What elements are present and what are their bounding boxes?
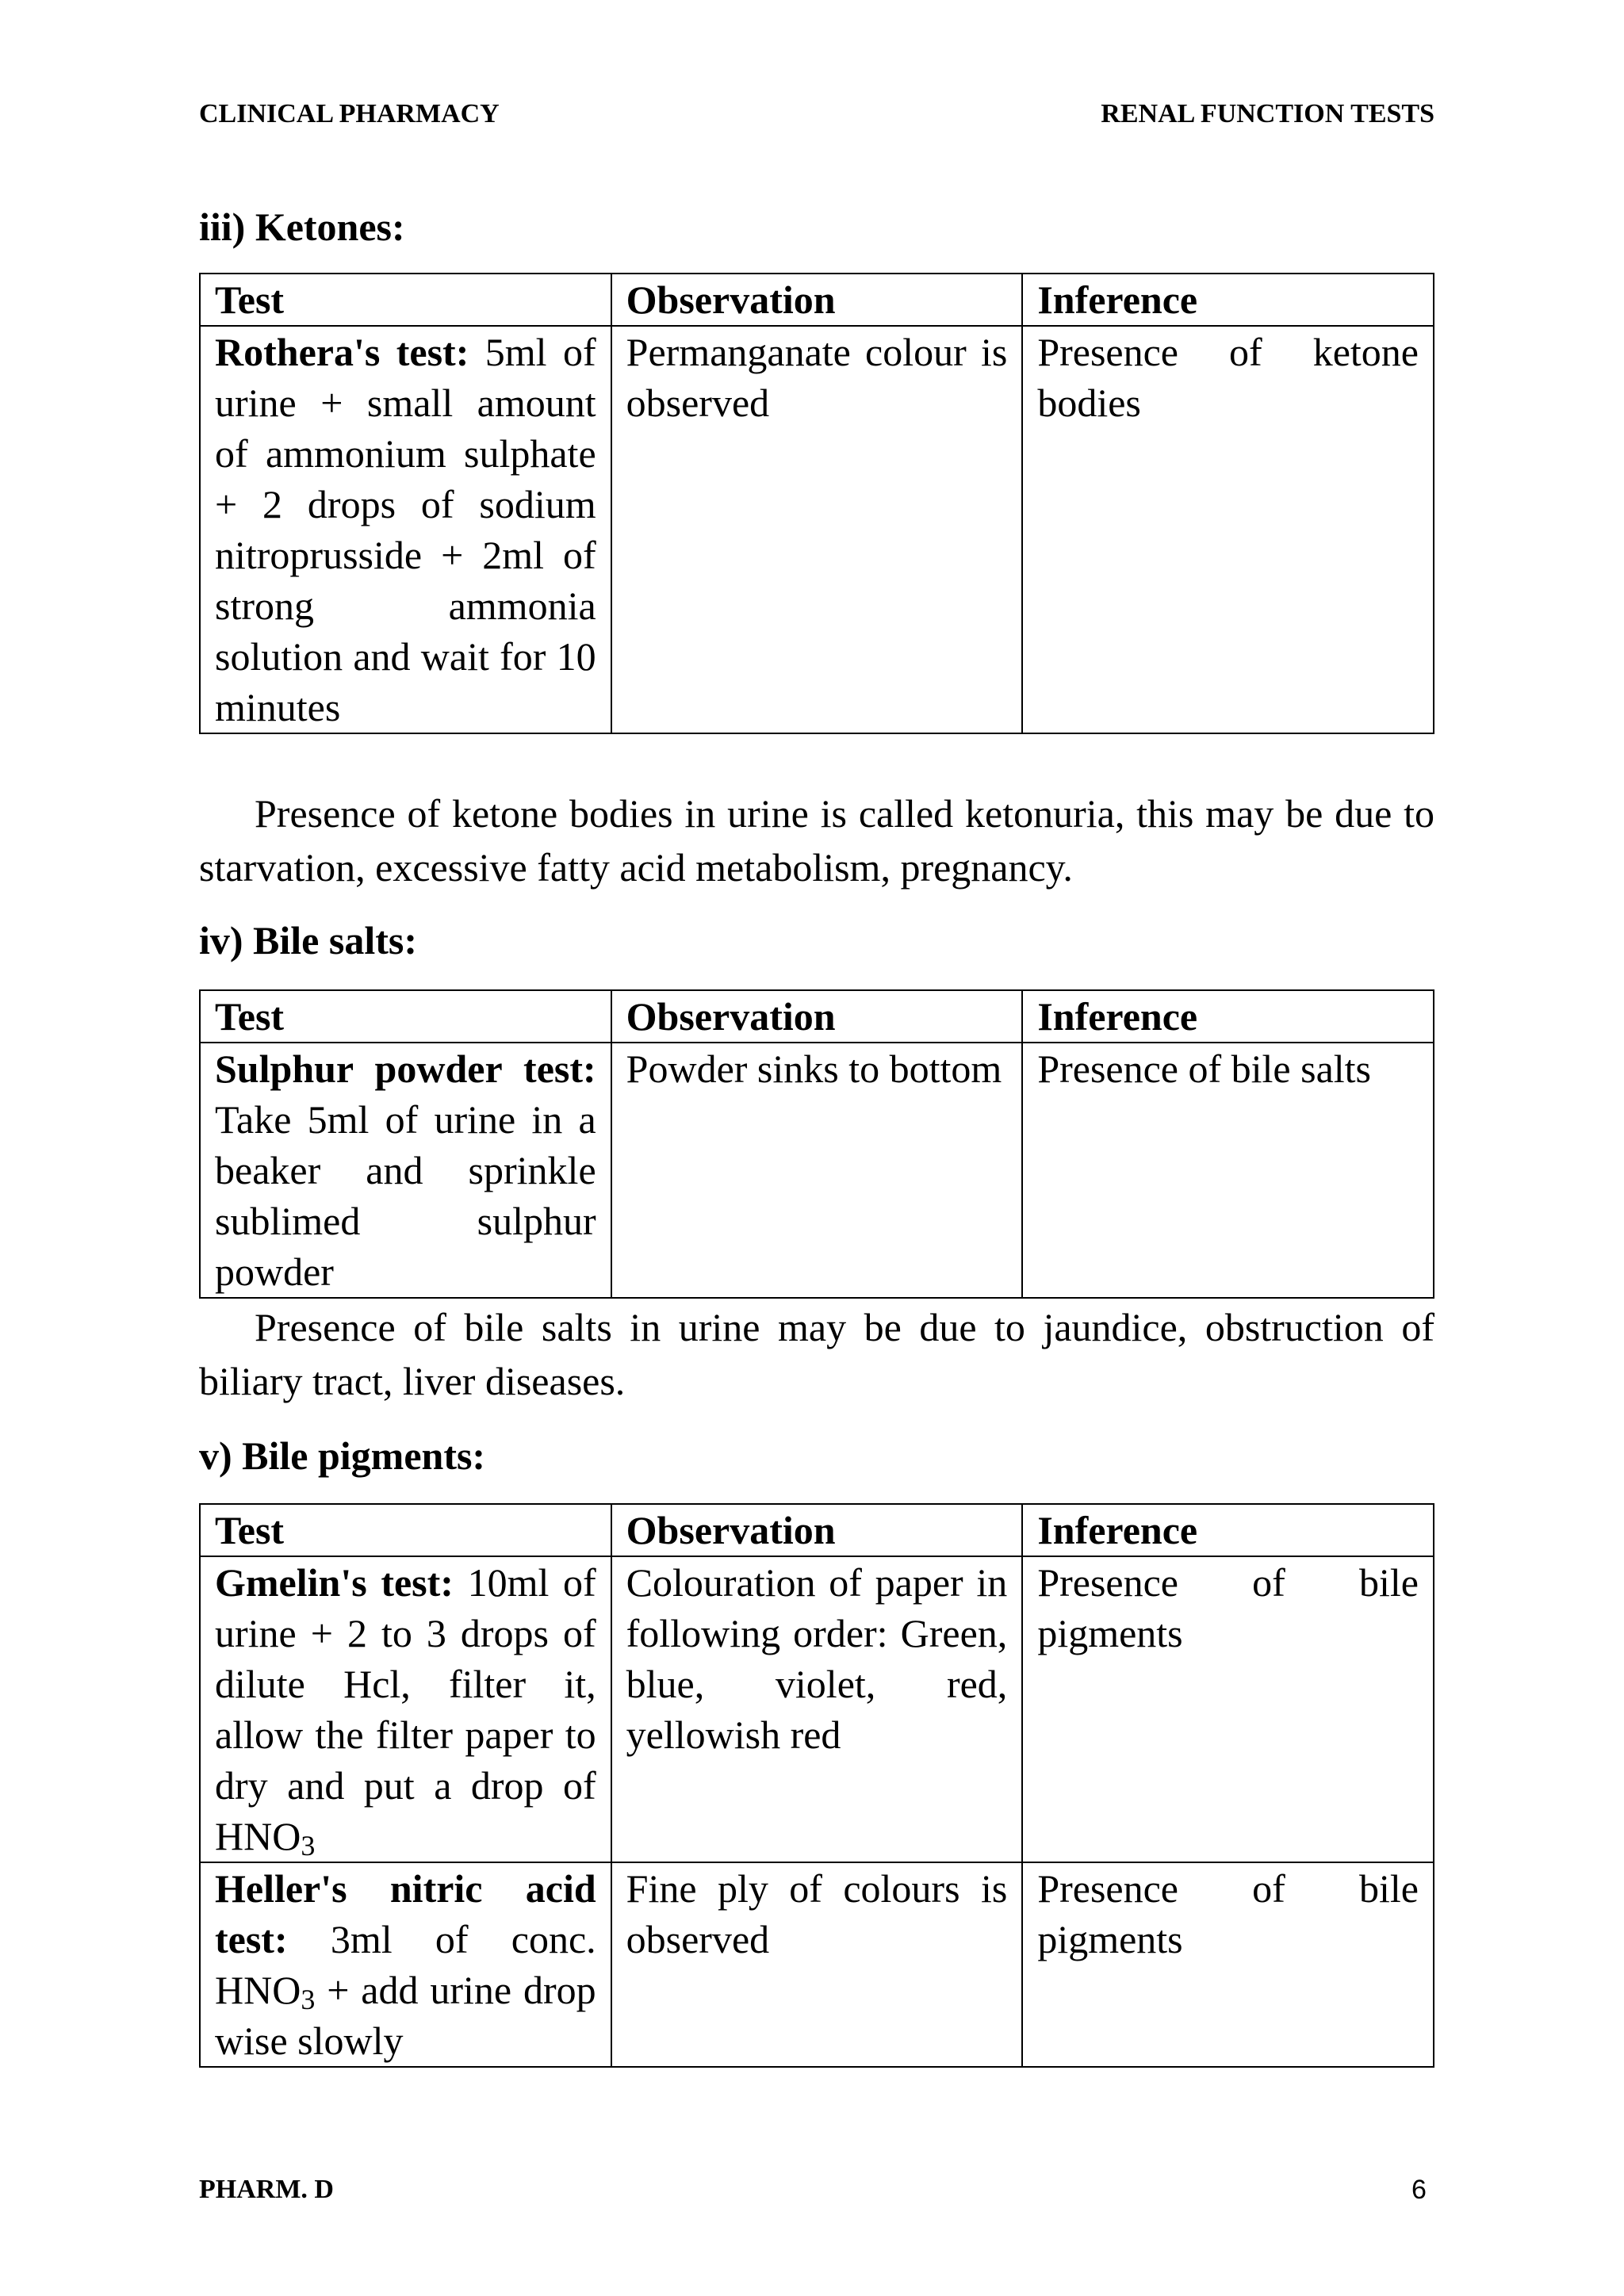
test-cell	[200, 1862, 611, 2067]
subscript: 3	[301, 1830, 316, 1862]
inference-cell: Presence of bile pigments	[1022, 1862, 1434, 2067]
observation-cell: Powder sinks to bottom	[611, 1043, 1023, 1298]
header-observation: Observation	[611, 1504, 1023, 1556]
bile-pigments-table	[199, 1503, 1434, 2068]
test-description-cont: + add urine drop wise slowly	[215, 1968, 596, 2063]
section-heading-bile-pigments: v) Bile pigments:	[199, 1433, 486, 1478]
test-description: 10ml of urine + 2 to 3 drops of dilute Hcl, filter it, allow the filter paper to dry and put a drop of HNO	[215, 1560, 596, 1858]
table-header-row	[200, 274, 1434, 326]
table-header-row	[200, 990, 1434, 1043]
test-cell	[200, 326, 611, 733]
test-description: Take 5ml of urine in a beaker and sprinkle sublimed sulphur powder	[215, 1097, 596, 1294]
inference-cell: Presence of bile salts	[1022, 1043, 1434, 1298]
inference-cell: Presence of bile pigments	[1022, 1556, 1434, 1862]
table-row	[200, 326, 1434, 733]
test-description: 3ml of conc. HNO	[215, 1917, 596, 2012]
header-observation: Observation	[611, 274, 1023, 326]
test-name: Gmelin's test:	[215, 1560, 454, 1605]
table-row	[200, 1862, 1434, 2067]
bile-salts-table	[199, 989, 1434, 1299]
test-description: 5ml of urine + small amount of ammonium sulphate + 2 drops of sodium nitroprusside + 2ml of strong ammonia solution and wait for 10 minutes	[215, 330, 596, 729]
bile-salts-note: Presence of bile salts in urine may be due to jaundice, obstruction of biliary tract, liver diseases.	[199, 1305, 1434, 1403]
ketones-table	[199, 273, 1434, 734]
ketones-note: Presence of ketone bodies in urine is called ketonuria, this may be due to starvation, excessive fatty acid metabolism, pregnancy.	[199, 791, 1434, 890]
inference-cell: Presence of ketone bodies	[1022, 326, 1434, 733]
observation-cell: Permanganate colour is observed	[611, 326, 1023, 733]
header-inference: Inference	[1022, 990, 1434, 1043]
page-number: 6	[1411, 2175, 1427, 2205]
test-name: Rothera's test:	[215, 330, 469, 374]
section-heading-bile-salts: iv) Bile salts:	[199, 918, 417, 962]
footer-left: PHARM. D	[199, 2175, 334, 2204]
observation-cell: Fine ply of colours is observed	[611, 1862, 1023, 2067]
table-header-row	[200, 1504, 1434, 1556]
header-test: Test	[200, 274, 611, 326]
section-heading-ketones: iii) Ketones:	[199, 205, 405, 249]
header-inference: Inference	[1022, 1504, 1434, 1556]
subscript: 3	[301, 1984, 316, 2016]
test-name: Heller's nitric acid test:	[215, 1866, 596, 1961]
header-inference: Inference	[1022, 274, 1434, 326]
test-name: Sulphur powder test:	[215, 1047, 596, 1091]
table-row	[200, 1043, 1434, 1298]
header-test: Test	[200, 990, 611, 1043]
running-header	[199, 98, 1434, 130]
test-cell	[200, 1556, 611, 1862]
observation-cell: Colouration of paper in following order: Green, blue, violet, red, yellowish red	[611, 1556, 1023, 1862]
test-cell	[200, 1043, 611, 1298]
header-observation: Observation	[611, 990, 1023, 1043]
header-test: Test	[200, 1504, 611, 1556]
header-left: CLINICAL PHARMACY	[199, 99, 500, 128]
header-right: RENAL FUNCTION TESTS	[1101, 99, 1434, 128]
table-row	[200, 1556, 1434, 1862]
